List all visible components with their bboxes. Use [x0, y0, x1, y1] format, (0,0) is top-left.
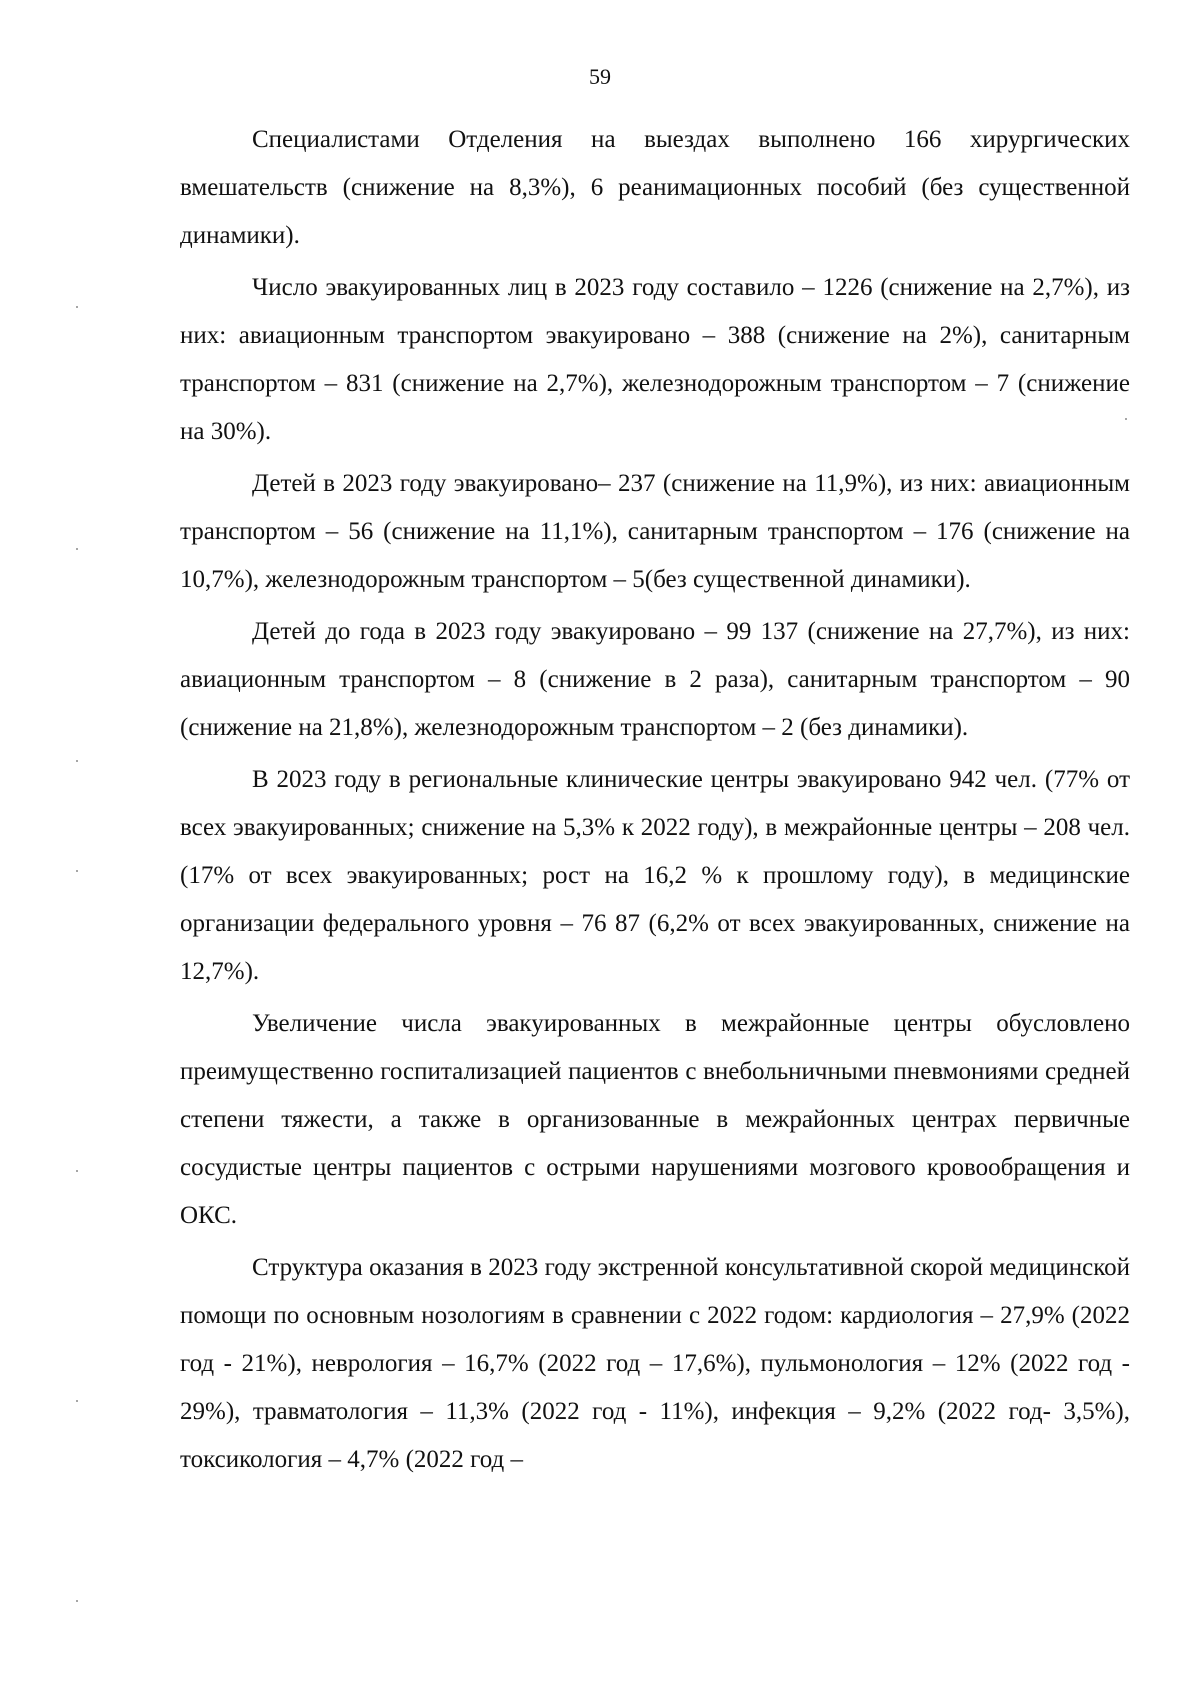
- paragraph-evacuation-destinations: В 2023 году в региональные клинические центры эвакуировано 942 чел. (77% от всех эвакуированных; снижение на 5,3% к 2022 году), в межрайонные центры – 208 чел. (17% от всех эвакуированных; рост на 16,2 % к прошлому году), в медицинские организации федерального уровня – 76 87 (6,2% от всех эвакуированных, снижение на 12,7%).: [180, 766, 1130, 985]
- scan-speck: [76, 1400, 78, 1402]
- text-body: [180, 116, 1130, 1488]
- scan-speck: [76, 306, 78, 308]
- scan-speck: [1125, 418, 1127, 420]
- paragraph-evacuated-children: Детей в 2023 году эвакуировано– 237 (снижение на 11,9%), из них: авиационным транспортом – 56 (снижение на 11,1%), санитарным транспортом – 176 (снижение на 10,7%), железнодорожным транспортом – 5(без существенной динамики).: [180, 470, 1130, 593]
- scan-speck: [76, 548, 78, 550]
- paragraph-surgical-interventions: Специалистами Отделения на выездах выполнено 166 хирургических вмешательств (снижение на 8,3%), 6 реанимационных пособий (без существенной динамики).: [180, 126, 1130, 249]
- page-number: 59: [589, 64, 611, 89]
- scan-speck: [76, 1170, 78, 1172]
- paragraph-interdistrict-increase: Увеличение числа эвакуированных в межрайонные центры обусловлено преимущественно госпитализацией пациентов с внебольничными пневмониями средней степени тяжести, а также в организованные в межрайонных центрах первичные сосудистые центры пациентов с острыми нарушениями мозгового кровообращения и ОКС.: [180, 1010, 1130, 1229]
- scan-speck: [76, 760, 78, 762]
- paragraph-nosology-structure: Структура оказания в 2023 году экстренной консультативной скорой медицинской помощи по основным нозологиям в сравнении с 2022 годом: кардиология – 27,9% (2022 год - 21%), неврология – 16,7% (2022 год – 17,6%), пульмонология – 12% (2022 год - 29%), травматология – 11,3% (2022 год - 11%), инфекция – 9,2% (2022 год- 3,5%), токсикология – 4,7% (2022 год –: [180, 1254, 1130, 1473]
- scan-speck: [76, 870, 78, 872]
- paragraph-evacuated-persons: Число эвакуированных лиц в 2023 году составило – 1226 (снижение на 2,7%), из них: авиационным транспортом эвакуировано – 388 (снижение на 2%), санитарным транспортом – 831 (снижение на 2,7%), железнодорожным транспортом – 7 (снижение на 30%).: [180, 274, 1130, 445]
- scan-speck: [76, 1600, 78, 1602]
- paragraph-evacuated-infants: Детей до года в 2023 году эвакуировано – 99 137 (снижение на 27,7%), из них: авиационным транспортом – 8 (снижение в 2 раза), санитарным транспортом – 90 (снижение на 21,8%), железнодорожным транспортом – 2 (без динамики).: [180, 618, 1130, 741]
